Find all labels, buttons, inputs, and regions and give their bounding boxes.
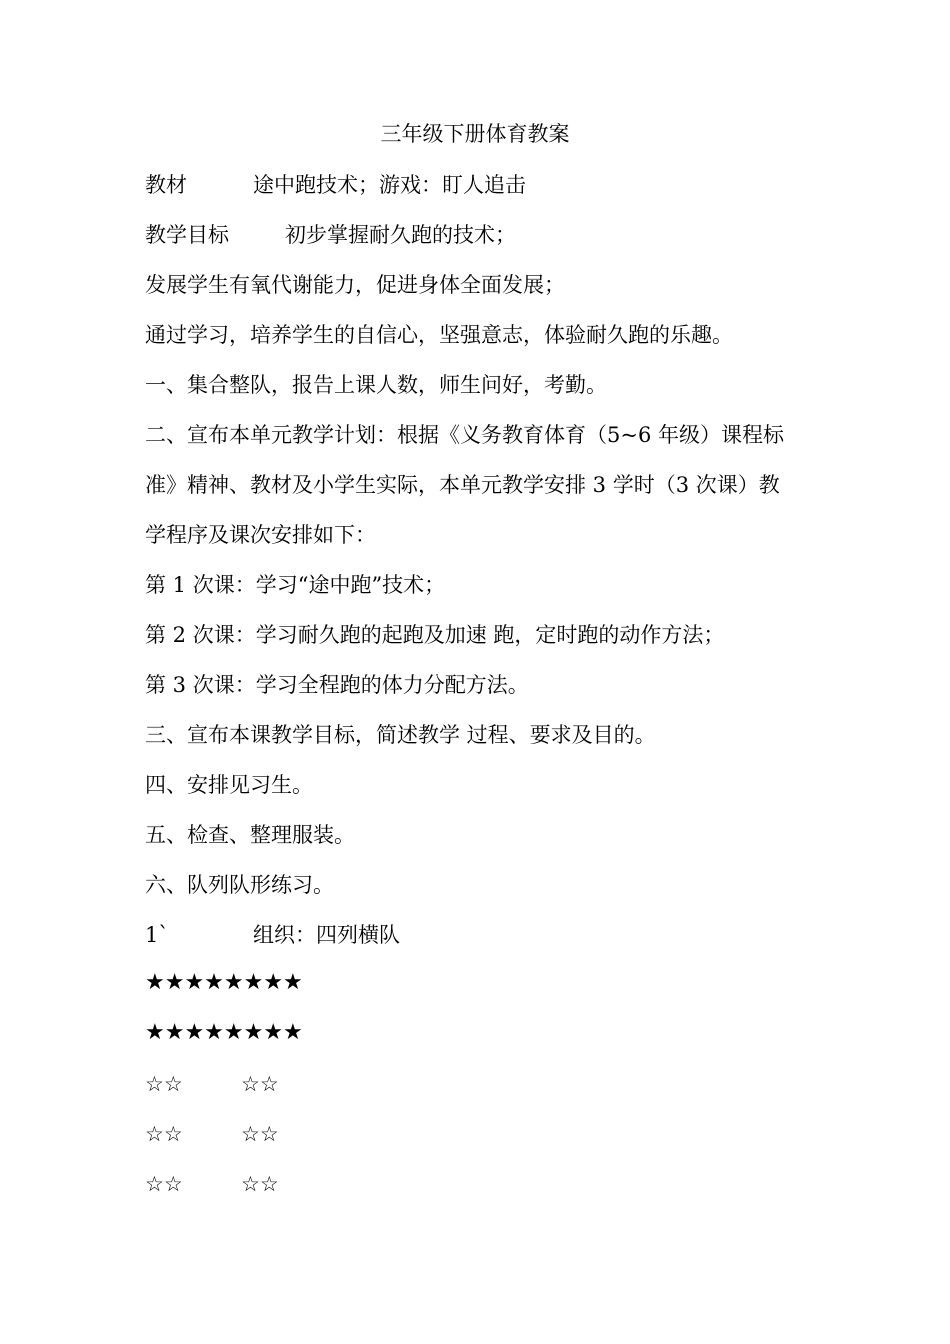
goal-line-3: 通过学习，培养学生的自信心，坚强意志，体验耐久跑的乐趣。 xyxy=(145,323,733,347)
goal-line-2: 发展学生有氧代谢能力，促进身体全面发展； xyxy=(145,273,565,297)
open-stars-left: ☆☆ xyxy=(145,1122,183,1146)
lesson-2: 第 2 次课：学习耐久跑的起跑及加速 跑，定时跑的动作方法； xyxy=(145,623,725,647)
material-label: 教材 xyxy=(145,173,187,197)
step-1: 一、集合整队，报告上课人数，师生问好，考勤。 xyxy=(145,373,607,397)
open-stars-right: ☆☆ xyxy=(241,1122,279,1146)
material-value: 途中跑技术；游戏：盯人追击 xyxy=(253,173,526,197)
open-stars-row-3 xyxy=(145,1168,279,1200)
step-6: 六、队列队形练习。 xyxy=(145,873,334,897)
step-3: 三、宣布本课教学目标，简述教学 过程、要求及目的。 xyxy=(145,723,656,747)
organization-row xyxy=(145,919,400,951)
goal-label: 教学目标 xyxy=(145,223,229,247)
open-stars-left: ☆☆ xyxy=(145,1072,183,1096)
filled-stars-row-2: ★★★★★★★★ xyxy=(145,1020,303,1045)
organization-number: 1` xyxy=(145,923,169,947)
document-title: 三年级下册体育教案 xyxy=(380,122,570,146)
goal-row xyxy=(145,219,516,251)
step-2-line-1: 二、宣布本单元教学计划：根据《义务教育体育（5~6 年级）课程标 xyxy=(145,423,784,447)
step-5: 五、检查、整理服装。 xyxy=(145,823,355,847)
open-stars-right: ☆☆ xyxy=(241,1172,279,1196)
open-stars-left: ☆☆ xyxy=(145,1172,183,1196)
step-2-line-2: 准》精神、教材及小学生实际，本单元教学安排 3 学时（3 次课）教 xyxy=(145,473,780,497)
lesson-3: 第 3 次课：学习全程跑的体力分配方法。 xyxy=(145,673,529,697)
organization-text: 组织：四列横队 xyxy=(253,923,400,947)
step-4: 四、安排见习生。 xyxy=(145,773,313,797)
filled-stars-row-1: ★★★★★★★★ xyxy=(145,970,303,995)
lesson-1: 第 1 次课：学习“途中跑”技术； xyxy=(145,573,446,597)
material-row xyxy=(145,169,526,201)
open-stars-row-1 xyxy=(145,1068,279,1100)
step-2-line-3: 学程序及课次安排如下： xyxy=(145,523,376,547)
open-stars-row-2 xyxy=(145,1118,279,1150)
goal-value: 初步掌握耐久跑的技术； xyxy=(285,223,516,247)
open-stars-right: ☆☆ xyxy=(241,1072,279,1096)
